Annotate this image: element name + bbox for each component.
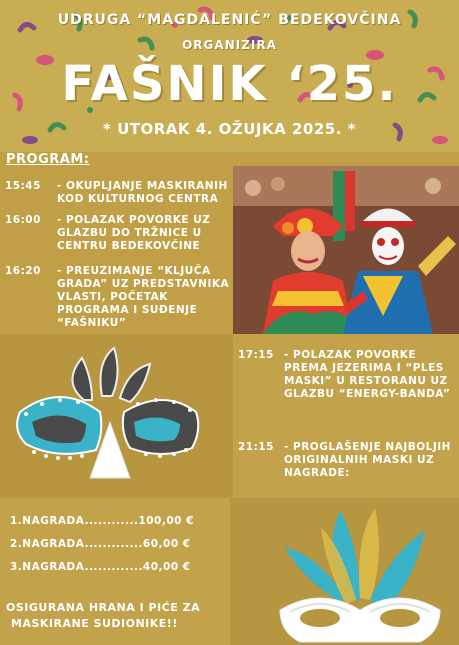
program-item-text: - PREUZIMANJE “KLJUČA GRADA” UZ PREDSTAVNIKA VLASTI, POČETAK PROGRAMA I SUĐENJE “FAŠNIKU” <box>57 265 230 329</box>
program-item-text: - POLAZAK POVORKE PREMA JEZERIMA I “PLES MASKI” U RESTORANU UZ GLAZBU “ENERGY-BANDA” <box>284 349 451 400</box>
prize-line: 1.NAGRADA............100,00 € <box>10 515 194 527</box>
organizer-name: UDRUGA “MAGDALENIĆ” BEDEKOVČINA <box>57 12 402 28</box>
feather-mask-icon <box>270 500 450 645</box>
program-item-time: 16:00 <box>5 214 41 226</box>
prize-line: 2.NAGRADA.............60,00 € <box>10 538 191 550</box>
prize-line: 3.NAGRADA.............40,00 € <box>10 561 191 573</box>
program-item-time: 21:15 <box>238 441 274 453</box>
poster-header <box>0 0 459 152</box>
carnival-photo <box>233 166 459 334</box>
food-notice-line: MASKIRANE SUDIONIKE!! <box>11 617 178 630</box>
program-item-text: - OKUPLJANJE MASKIRANIH KOD KULTURNOG CENTRA <box>57 180 228 205</box>
program-item-time: 17:15 <box>238 349 274 361</box>
program-item-text: - PROGLAŠENJE NAJBOLJIH ORIGINALNIH MASKI UZ NAGRADE: <box>284 441 451 479</box>
food-notice-line: OSIGURANA HRANA I PIĆE ZA <box>6 601 201 614</box>
program-item-time: 15:45 <box>5 180 41 192</box>
program-item-text: - POLAZAK POVORKE UZ GLAZBU DO TRŽNICE U CENTRU BEDEKOVČINE <box>57 214 211 252</box>
event-title: FAŠNIK ‘25. <box>61 56 398 112</box>
carnival-mask-icon <box>14 342 204 482</box>
program-item-time: 16:20 <box>5 265 41 277</box>
organizes-label: ORGANIZIRA <box>182 38 277 52</box>
food-notice <box>6 600 231 632</box>
program-label: PROGRAM: <box>6 152 90 167</box>
carnival-dancers-image <box>233 166 459 334</box>
event-date: * UTORAK 4. OŽUJKA 2025. * <box>103 120 356 138</box>
